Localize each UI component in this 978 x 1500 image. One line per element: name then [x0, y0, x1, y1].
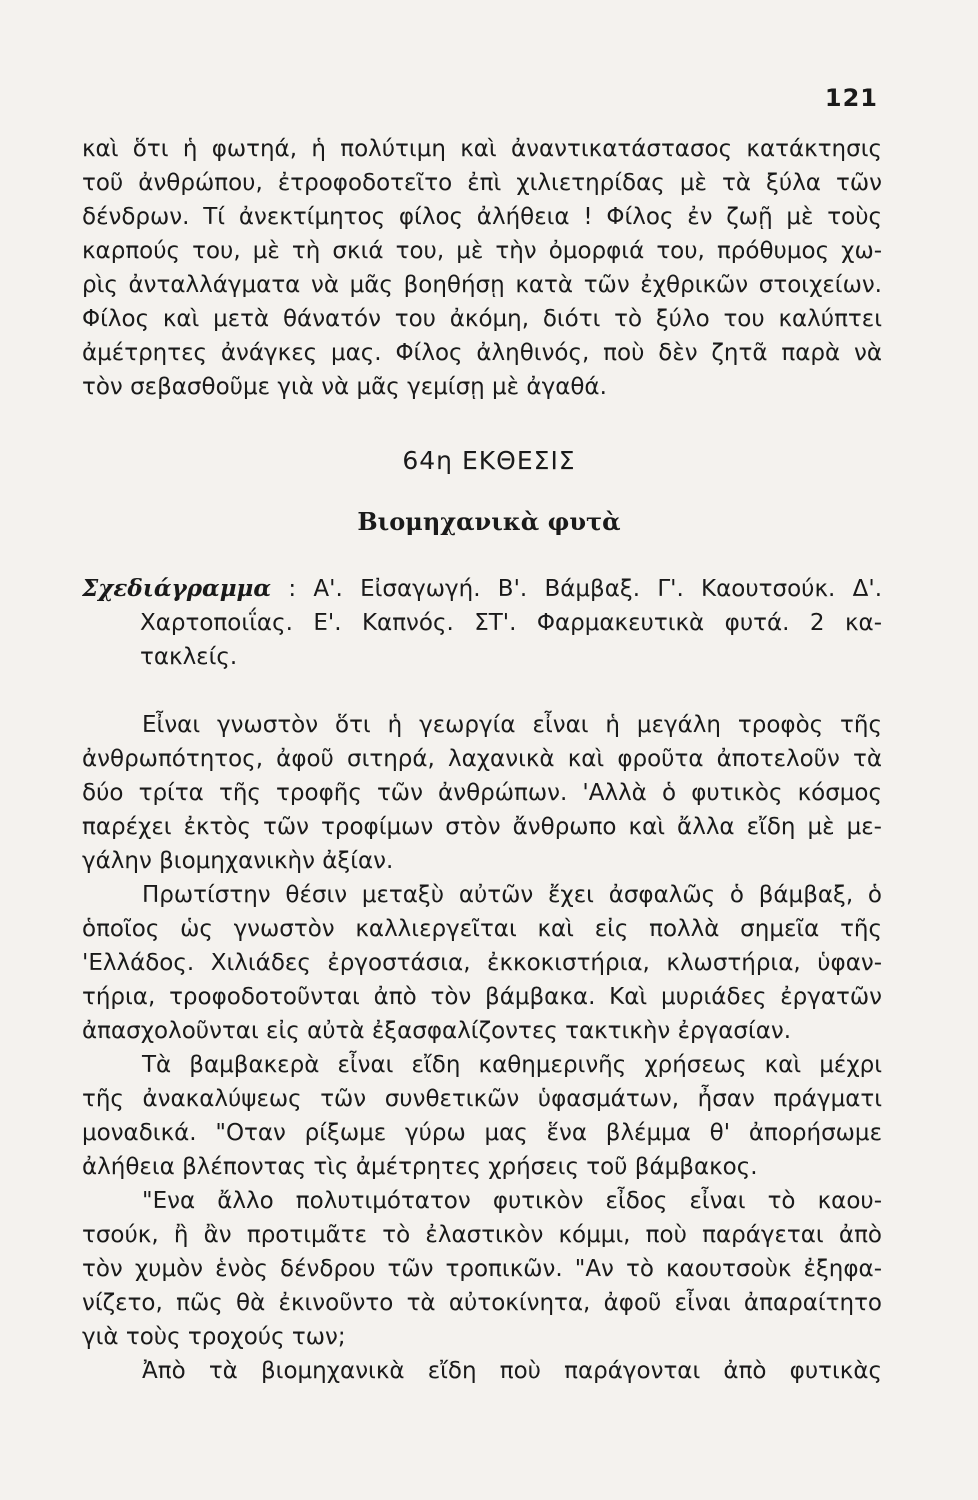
text-line: δύο τρίτα τῆς τροφῆς τῶν ἀνθρώπων. 'Αλλὰ ὁ φυτικὸς κόσμος	[82, 780, 882, 806]
text-line: ἀλήθεια βλέποντας τὶς ἀμέτρητες χρήσεις τοῦ βάμβακος.	[82, 1154, 758, 1180]
text-line: ρὶς ἀνταλλάγματα νὰ μᾶς βοηθήσῃ κατὰ τῶν ἐχθρικῶν στοιχείων.	[82, 272, 882, 298]
essay-heading: 64η ΕΚΘΕΣΙΣ	[402, 446, 576, 475]
text-line: δένδρων. Τί ἀνεκτίμητος φίλος ἀλήθεια ! Φίλος ἐν ζωῇ μὲ τοὺς	[82, 204, 882, 230]
text-line: Τὰ βαμβακερὰ εἶναι εἴδη καθημερινῆς χρήσεως καὶ μέχρι	[142, 1052, 882, 1078]
outline-line-1	[82, 572, 882, 606]
text-line: παρέχει ἐκτὸς τῶν τροφίμων στὸν ἄνθρωπο καὶ ἄλλα εἴδη μὲ με-	[82, 814, 882, 840]
text-line: καὶ ὅτι ἡ φωτηά, ἡ πολύτιμη καὶ ἀναντικατάστασος κατάκτησις	[82, 136, 882, 162]
outline-line-1-text: : Α'. Εἰσαγωγή. Β'. Βάμβαξ. Γ'. Καουτσούκ. Δ'.	[288, 576, 882, 602]
text-line: νίζετο, πῶς θὰ ἐκινοῦντο τὰ αὐτοκίνητα, ἀφοῦ εἶναι ἀπαραίτητο	[82, 1290, 882, 1316]
text-line: Ἀπὸ τὰ βιομηχανικὰ εἴδη ποὺ παράγονται ἀπὸ φυτικὰς	[142, 1358, 882, 1384]
text-line: τοῦ ἀνθρώπου, ἐτροφοδοτεῖτο ἐπὶ χιλιετηρίδας μὲ τὰ ξύλα τῶν	[82, 170, 882, 196]
outline-label: Σχεδιάγραμμα	[82, 575, 272, 602]
text-line: τῆς ἀνακαλύψεως τῶν συνθετικῶν ὑφασμάτων, ἦσαν πράγματι	[82, 1086, 882, 1112]
text-line: 'Ελλάδος. Χιλιάδες ἐργοστάσια, ἐκκοκιστήρια, κλωστήρια, ὑφαν-	[82, 950, 882, 976]
text-line: Φίλος καὶ μετὰ θάνατόν του ἀκόμη, διότι τὸ ξύλο του καλύπτει	[82, 306, 882, 332]
text-line: μοναδικά. "Οταν ρίξωμε γύρω μας ἕνα βλέμμα θ' ἀπορήσωμε	[82, 1120, 882, 1146]
text-line: ὁποῖος ὡς γνωστὸν καλλιεργεῖται καὶ εἰς πολλὰ σημεῖα τῆς	[82, 916, 882, 942]
intro-paragraph	[82, 132, 882, 404]
essay-subheading: Βιομηχανικὰ φυτὰ	[357, 507, 621, 536]
text-line: γιὰ τοὺς τροχούς των;	[82, 1324, 346, 1350]
outline-line-3: τακλείς.	[140, 644, 238, 670]
text-line: καρπούς του, μὲ τὴ σκιά του, μὲ τὴν ὀμορφιά του, πρόθυμος χω-	[82, 238, 882, 264]
text-line: τὸν σεβασθοῦμε γιὰ νὰ μᾶς γεμίσῃ μὲ ἀγαθά.	[82, 374, 607, 400]
text-line: γάλην βιομηχανικὴν ἀξίαν.	[82, 848, 394, 874]
text-line: ἀνθρωπότητος, ἀφοῦ σιτηρά, λαχανικὰ καὶ φροῦτα ἀποτελοῦν τὰ	[82, 746, 882, 772]
essay-body	[82, 708, 882, 1388]
text-line: Εἶναι γνωστὸν ὅτι ἡ γεωργία εἶναι ἡ μεγάλη τροφὸς τῆς	[142, 712, 882, 738]
outline-line-2: Χαρτοποιΐας. Ε'. Καπνός. ΣΤ'. Φαρμακευτικὰ φυτά. 2 κα-	[140, 610, 882, 636]
outline-section	[82, 572, 882, 674]
text-line: ἀμέτρητες ἀνάγκες μας. Φίλος ἀληθινός, ποὺ δὲν ζητᾶ παρὰ νὰ	[82, 340, 882, 366]
text-line: τσούκ, ἢ ἂν προτιμᾶτε τὸ ἐλαστικὸν κόμμι, ποὺ παράγεται ἀπὸ	[82, 1222, 882, 1248]
text-line: ἀπασχολοῦνται εἰς αὐτὰ ἐξασφαλίζοντες τακτικὴν ἐργασίαν.	[82, 1018, 792, 1044]
page-number: 121	[824, 84, 878, 112]
text-line: Πρωτίστην θέσιν μεταξὺ αὐτῶν ἔχει ἀσφαλῶς ὁ βάμβαξ, ὁ	[142, 882, 882, 908]
text-line: "Ενα ἄλλο πολυτιμότατον φυτικὸν εἶδος εἶναι τὸ καου-	[142, 1188, 882, 1214]
text-line: τήρια, τροφοδοτοῦνται ἀπὸ τὸν βάμβακα. Καὶ μυριάδες ἐργατῶν	[82, 984, 882, 1010]
text-line: τὸν χυμὸν ἑνὸς δένδρου τῶν τροπικῶν. "Αν τὸ καουτσοὺκ ἐξηφα-	[82, 1256, 882, 1282]
